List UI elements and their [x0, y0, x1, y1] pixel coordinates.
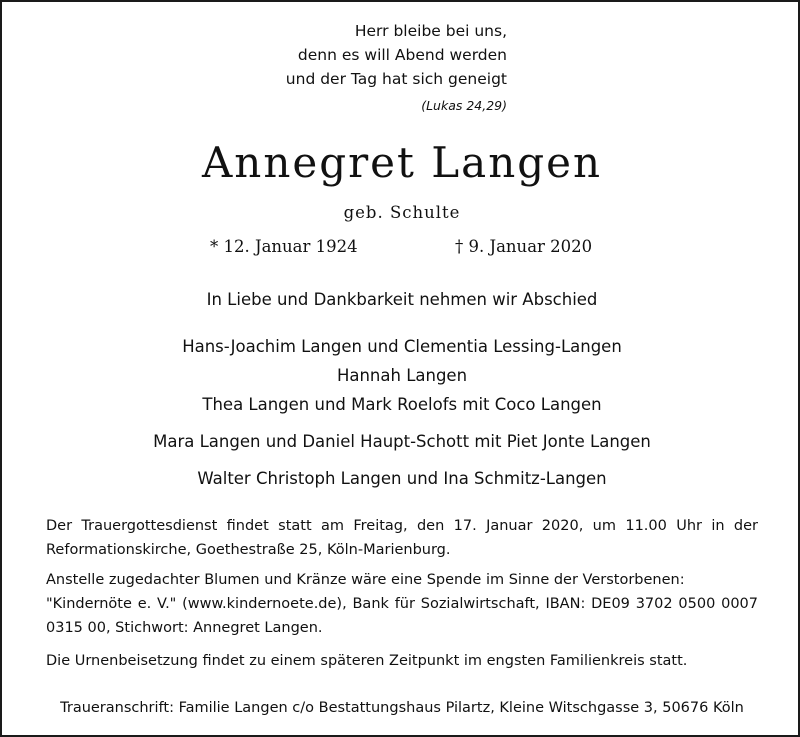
bible-verse-line-1: Herr bleibe bei uns,	[354, 22, 507, 40]
bible-verse-reference: (Lukas 24,29)	[421, 98, 507, 113]
bible-verse-line-3: und der Tag hat sich geneigt	[285, 70, 507, 88]
birth-name: geb. Schulte	[343, 203, 461, 222]
funeral-service-notice: Der Trauergottesdienst findet statt am Freitag, den 17. Januar 2020, um 11.00 Uhr in der Reformationskirche, Goethestraße 25, Köln-Marienburg.	[46, 518, 758, 558]
family-member-line: Walter Christoph Langen und Ina Schmitz-Langen	[197, 469, 607, 488]
burial-notice: Die Urnenbeisetzung findet zu einem späteren Zeitpunkt im engsten Familienkreis statt.	[46, 653, 688, 669]
mourning-address: Traueranschrift: Familie Langen c/o Bestattungshaus Pilartz, Kleine Witschgasse 3, 50676 Köln	[60, 700, 744, 716]
family-member-line: Thea Langen und Mark Roelofs mit Coco Langen	[202, 395, 602, 414]
birth-date: * 12. Januar 1924	[210, 237, 358, 256]
family-member-line: Mara Langen und Daniel Haupt-Schott mit Piet Jonte Langen	[153, 432, 651, 451]
donation-details: "Kindernöte e. V." (www.kindernoete.de), Bank für Sozialwirtschaft, IBAN: DE09 3702 0500 0007 0315 00, Stichwort: Annegret Langen.	[46, 596, 758, 636]
deceased-name: Annegret Langen	[201, 138, 603, 187]
bible-verse-line-2: denn es will Abend werden	[297, 46, 507, 64]
death-date: † 9. Januar 2020	[455, 237, 593, 256]
farewell-line: In Liebe und Dankbarkeit nehmen wir Abschied	[206, 290, 598, 309]
donation-intro: Anstelle zugedachter Blumen und Kränze wäre eine Spende im Sinne der Verstorbenen:	[46, 572, 685, 588]
family-member-line: Hans-Joachim Langen und Clementia Lessing-Langen	[182, 337, 622, 356]
family-member-line: Hannah Langen	[336, 366, 468, 385]
donation-notice	[46, 568, 758, 640]
